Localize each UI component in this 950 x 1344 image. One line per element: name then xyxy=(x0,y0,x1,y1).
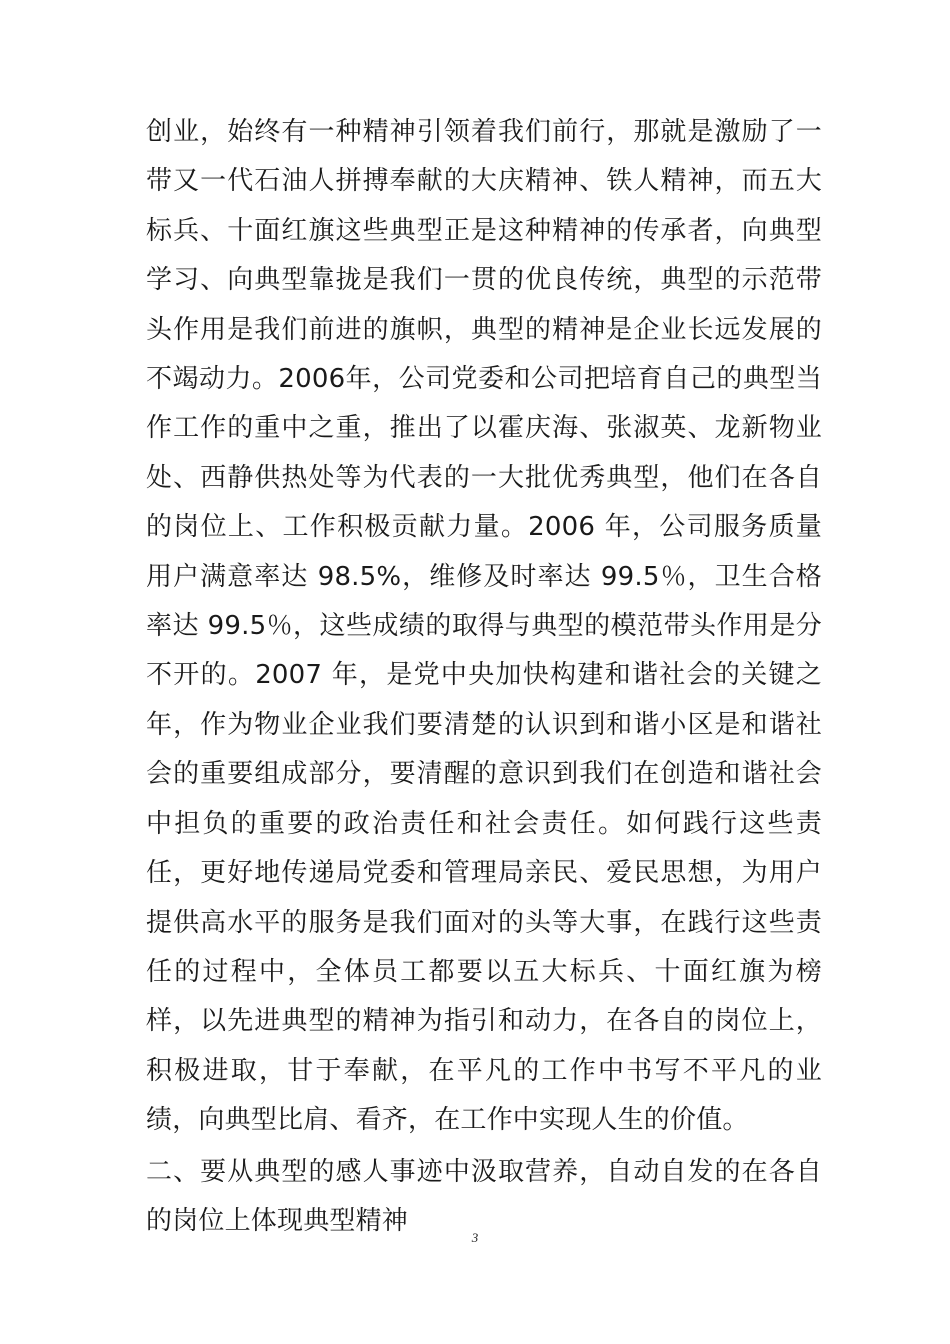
document-body xyxy=(146,108,822,1246)
body-paragraph: 创业，始终有一种精神引领着我们前行，那就是激励了一带又一代石油人拼搏奉献的大庆精神、铁人精神，而五大标兵、十面红旗这些典型正是这种精神的传承者，向典型学习、向典型靠拢是我们一贯的优良传统，典型的示范带头作用是我们前进的旗帜，典型的精神是企业长远发展的不竭动力。2006年，公司党委和公司把培育自己的典型当作工作的重中之重，推出了以霍庆海、张淑英、龙新物业处、西静供热处等为代表的一大批优秀典型，他们在各自的岗位上、工作积极贡献力量。2006 年，公司服务质量用户满意率达 98.5%，维修及时率达 99.5％，卫生合格率达 99.5％，这些成绩的取得与典型的模范带头作用是分不开的。2007 年，是党中央加快构建和谐社会的关键之年，作为物业企业我们要清楚的认识到和谐小区是和谐社会的重要组成部分，要清醒的意识到我们在创造和谐社会中担负的重要的政治责任和社会责任。如何践行这些责任，更好地传递局党委和管理局亲民、爱民思想，为用户提供高水平的服务是我们面对的头等大事，在践行这些责任的过程中，全体员工都要以五大标兵、十面红旗为榜样，以先进典型的精神为指引和动力，在各自的岗位上，积极进取，甘于奉献，在平凡的工作中书写不平凡的业绩，向典型比肩、看齐，在工作中实现人生的价值。 xyxy=(146,117,822,1136)
page-number: 3 xyxy=(471,1230,479,1245)
section-heading-paragraph: 二、要从典型的感人事迹中汲取营养，自动自发的在各自的岗位上体现典型精神 xyxy=(146,1156,822,1236)
